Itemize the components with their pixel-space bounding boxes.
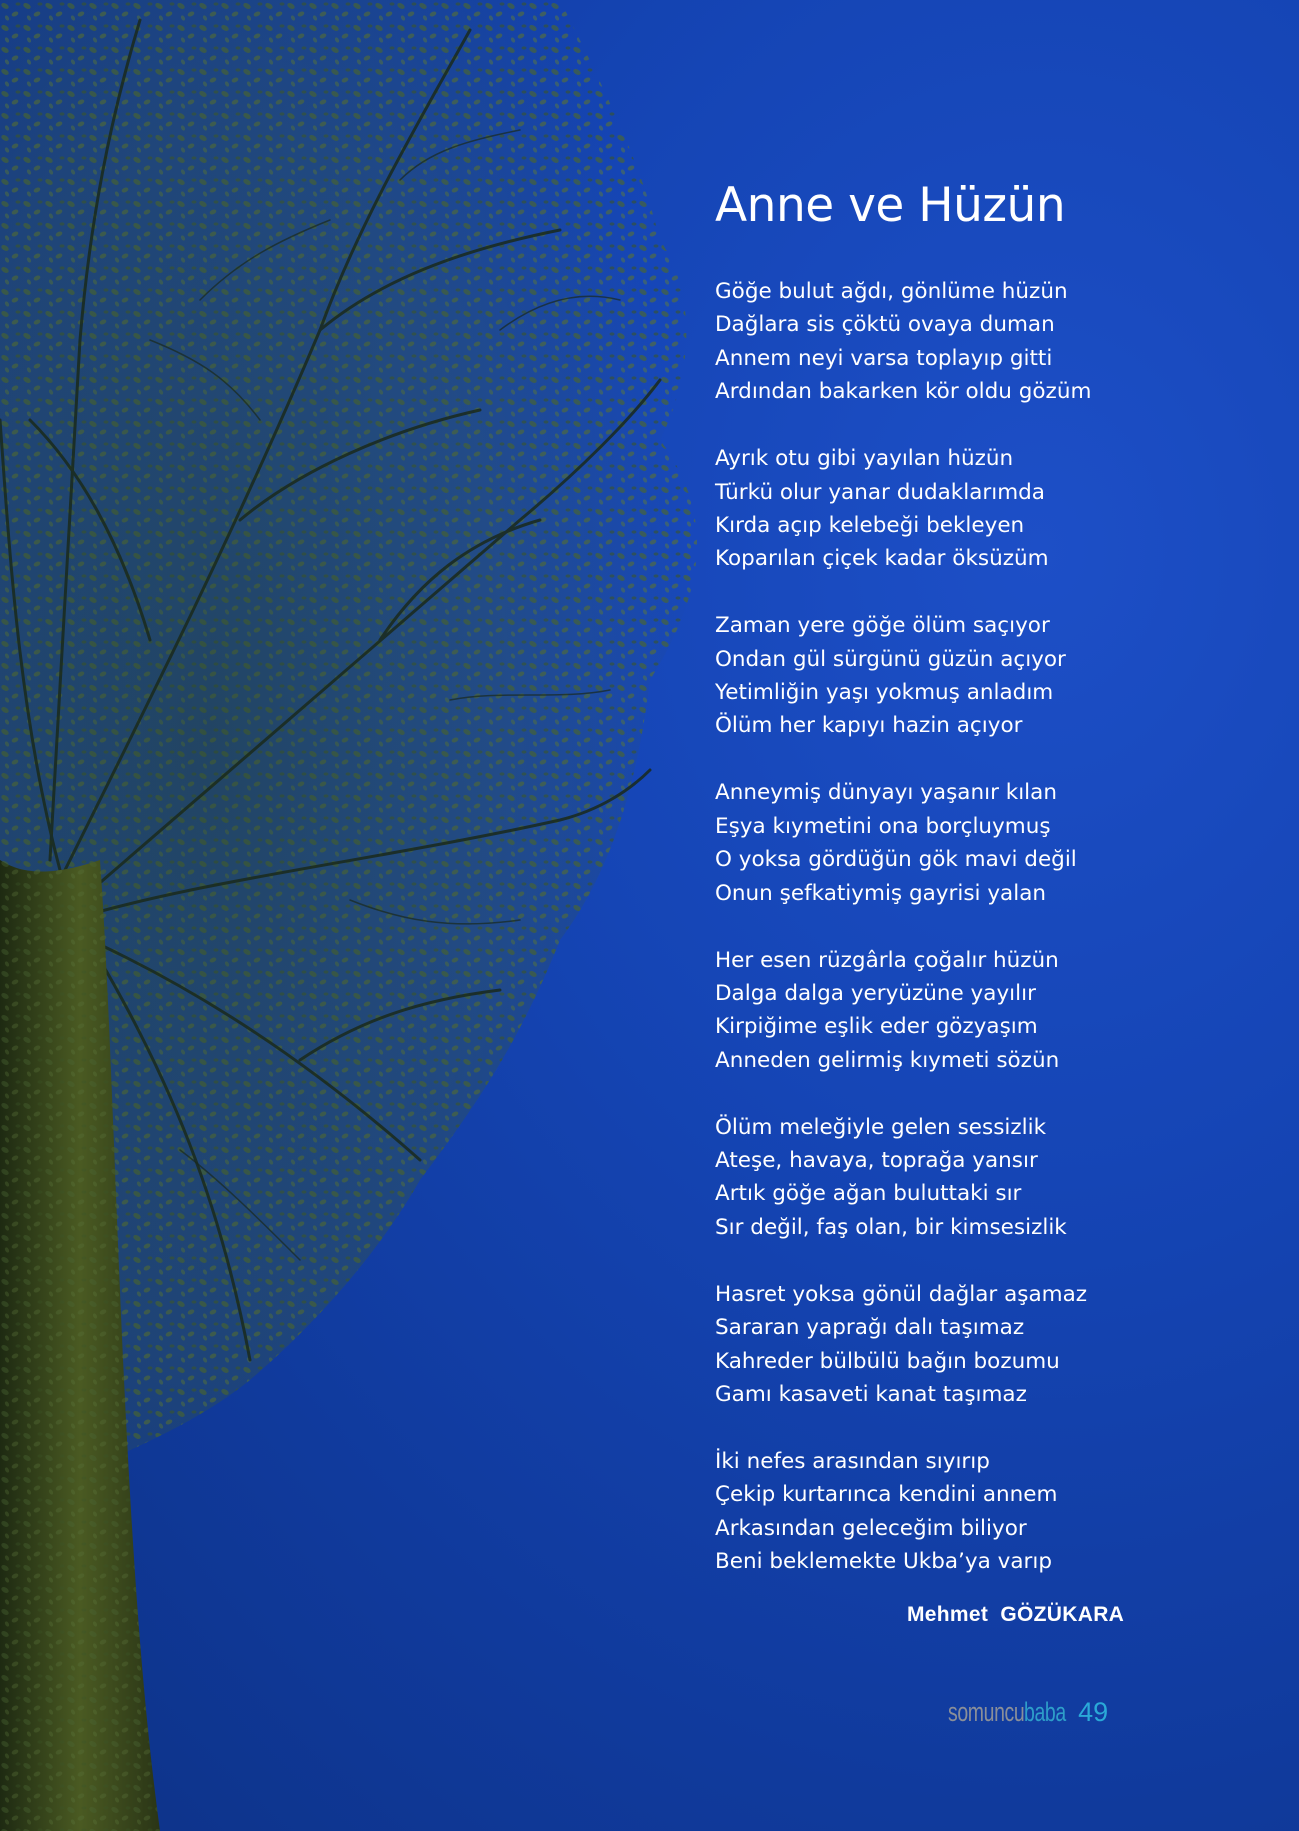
magazine-logo-part2: baba — [1024, 1697, 1066, 1727]
poem-line: Annem neyi varsa toplayıp gitti — [715, 345, 1053, 371]
stanza — [715, 944, 1235, 1078]
poem-line: Yetimliğin yaşı yokmuş anladım — [715, 680, 1054, 706]
stanza — [715, 1278, 1235, 1412]
poem-line: Çekip kurtarınca kendini annem — [715, 1482, 1058, 1508]
poem-line: Ölüm meleğiyle gelen sessizlik — [715, 1114, 1047, 1140]
poem-line: Onun şefkatiymiş gayrisi yalan — [715, 880, 1047, 906]
stanza — [715, 609, 1235, 743]
poem-line: Koparılan çiçek kadar öksüzüm — [715, 546, 1049, 572]
stanza — [715, 275, 1235, 409]
poem-line: Eşya kıymetini ona borçluymuş — [715, 813, 1051, 839]
poem-line: Sır değil, faş olan, bir kimsesizlik — [715, 1214, 1067, 1240]
stanza — [715, 442, 1235, 576]
poem-line: Anneden gelirmiş kıymeti sözün — [715, 1047, 1060, 1073]
page-footer — [948, 1697, 1108, 1733]
poem-line: Arkasından geleceğim biliyor — [715, 1515, 1027, 1541]
poem-line: Ondan gül sürgünü güzün açıyor — [715, 646, 1066, 672]
poem-line: Ardından bakarken kör oldu gözüm — [715, 379, 1092, 405]
poem-line: İki nefes arasından sıyırıp — [715, 1448, 990, 1474]
poem-line: Zaman yere göğe ölüm saçıyor — [715, 613, 1050, 639]
poem-line: Türkü olur yanar dudaklarımda — [715, 479, 1045, 505]
poem-line: Beni beklemekte Ukba’ya varıp — [715, 1549, 1052, 1575]
poem-line: Sararan yaprağı dalı taşımaz — [715, 1315, 1025, 1341]
poem-line: Göğe bulut ağdı, gönlüme hüzün — [715, 279, 1068, 304]
poem-line: Ayrık otu gibi yayılan hüzün — [715, 446, 1014, 472]
poem-line: Kirpiğime eşlik eder gözyaşım — [715, 1014, 1038, 1040]
poem-line: Kahreder bülbülü bağın bozumu — [715, 1348, 1060, 1374]
poem-author: Mehmet GÖZÜKARA — [907, 1603, 1125, 1626]
stanza — [715, 1445, 1235, 1579]
stanza — [715, 776, 1235, 910]
poem-line: Gamı kasaveti kanat taşımaz — [715, 1381, 1027, 1407]
poem-line: Dağlara sis çöktü ovaya duman — [715, 312, 1055, 338]
magazine-logo-part1: somuncu — [948, 1697, 1025, 1727]
poem-line: Ateşe, havaya, toprağa yansır — [715, 1148, 1038, 1174]
page-number: 49 — [1078, 1697, 1109, 1727]
stanza — [715, 1111, 1235, 1245]
poem-line: Hasret yoksa gönül dağlar aşamaz — [715, 1281, 1088, 1307]
poem-line: Dalga dalga yeryüzüne yayılır — [715, 980, 1036, 1006]
poem-line: Ölüm her kapıyı hazin açıyor — [715, 713, 1023, 739]
poem-line: Her esen rüzgârla çoğalır hüzün — [715, 947, 1059, 973]
poem-line: O yoksa gördüğün gök mavi değil — [715, 847, 1077, 873]
poem-line: Artık göğe ağan buluttaki sır — [715, 1181, 1022, 1207]
poem-title: Anne ve Hüzün — [715, 178, 1066, 233]
poem-block — [715, 170, 1235, 1612]
poem-line: Anneymiş dünyayı yaşanır kılan — [715, 780, 1057, 806]
poem-line: Kırda açıp kelebeği bekleyen — [715, 512, 1025, 538]
